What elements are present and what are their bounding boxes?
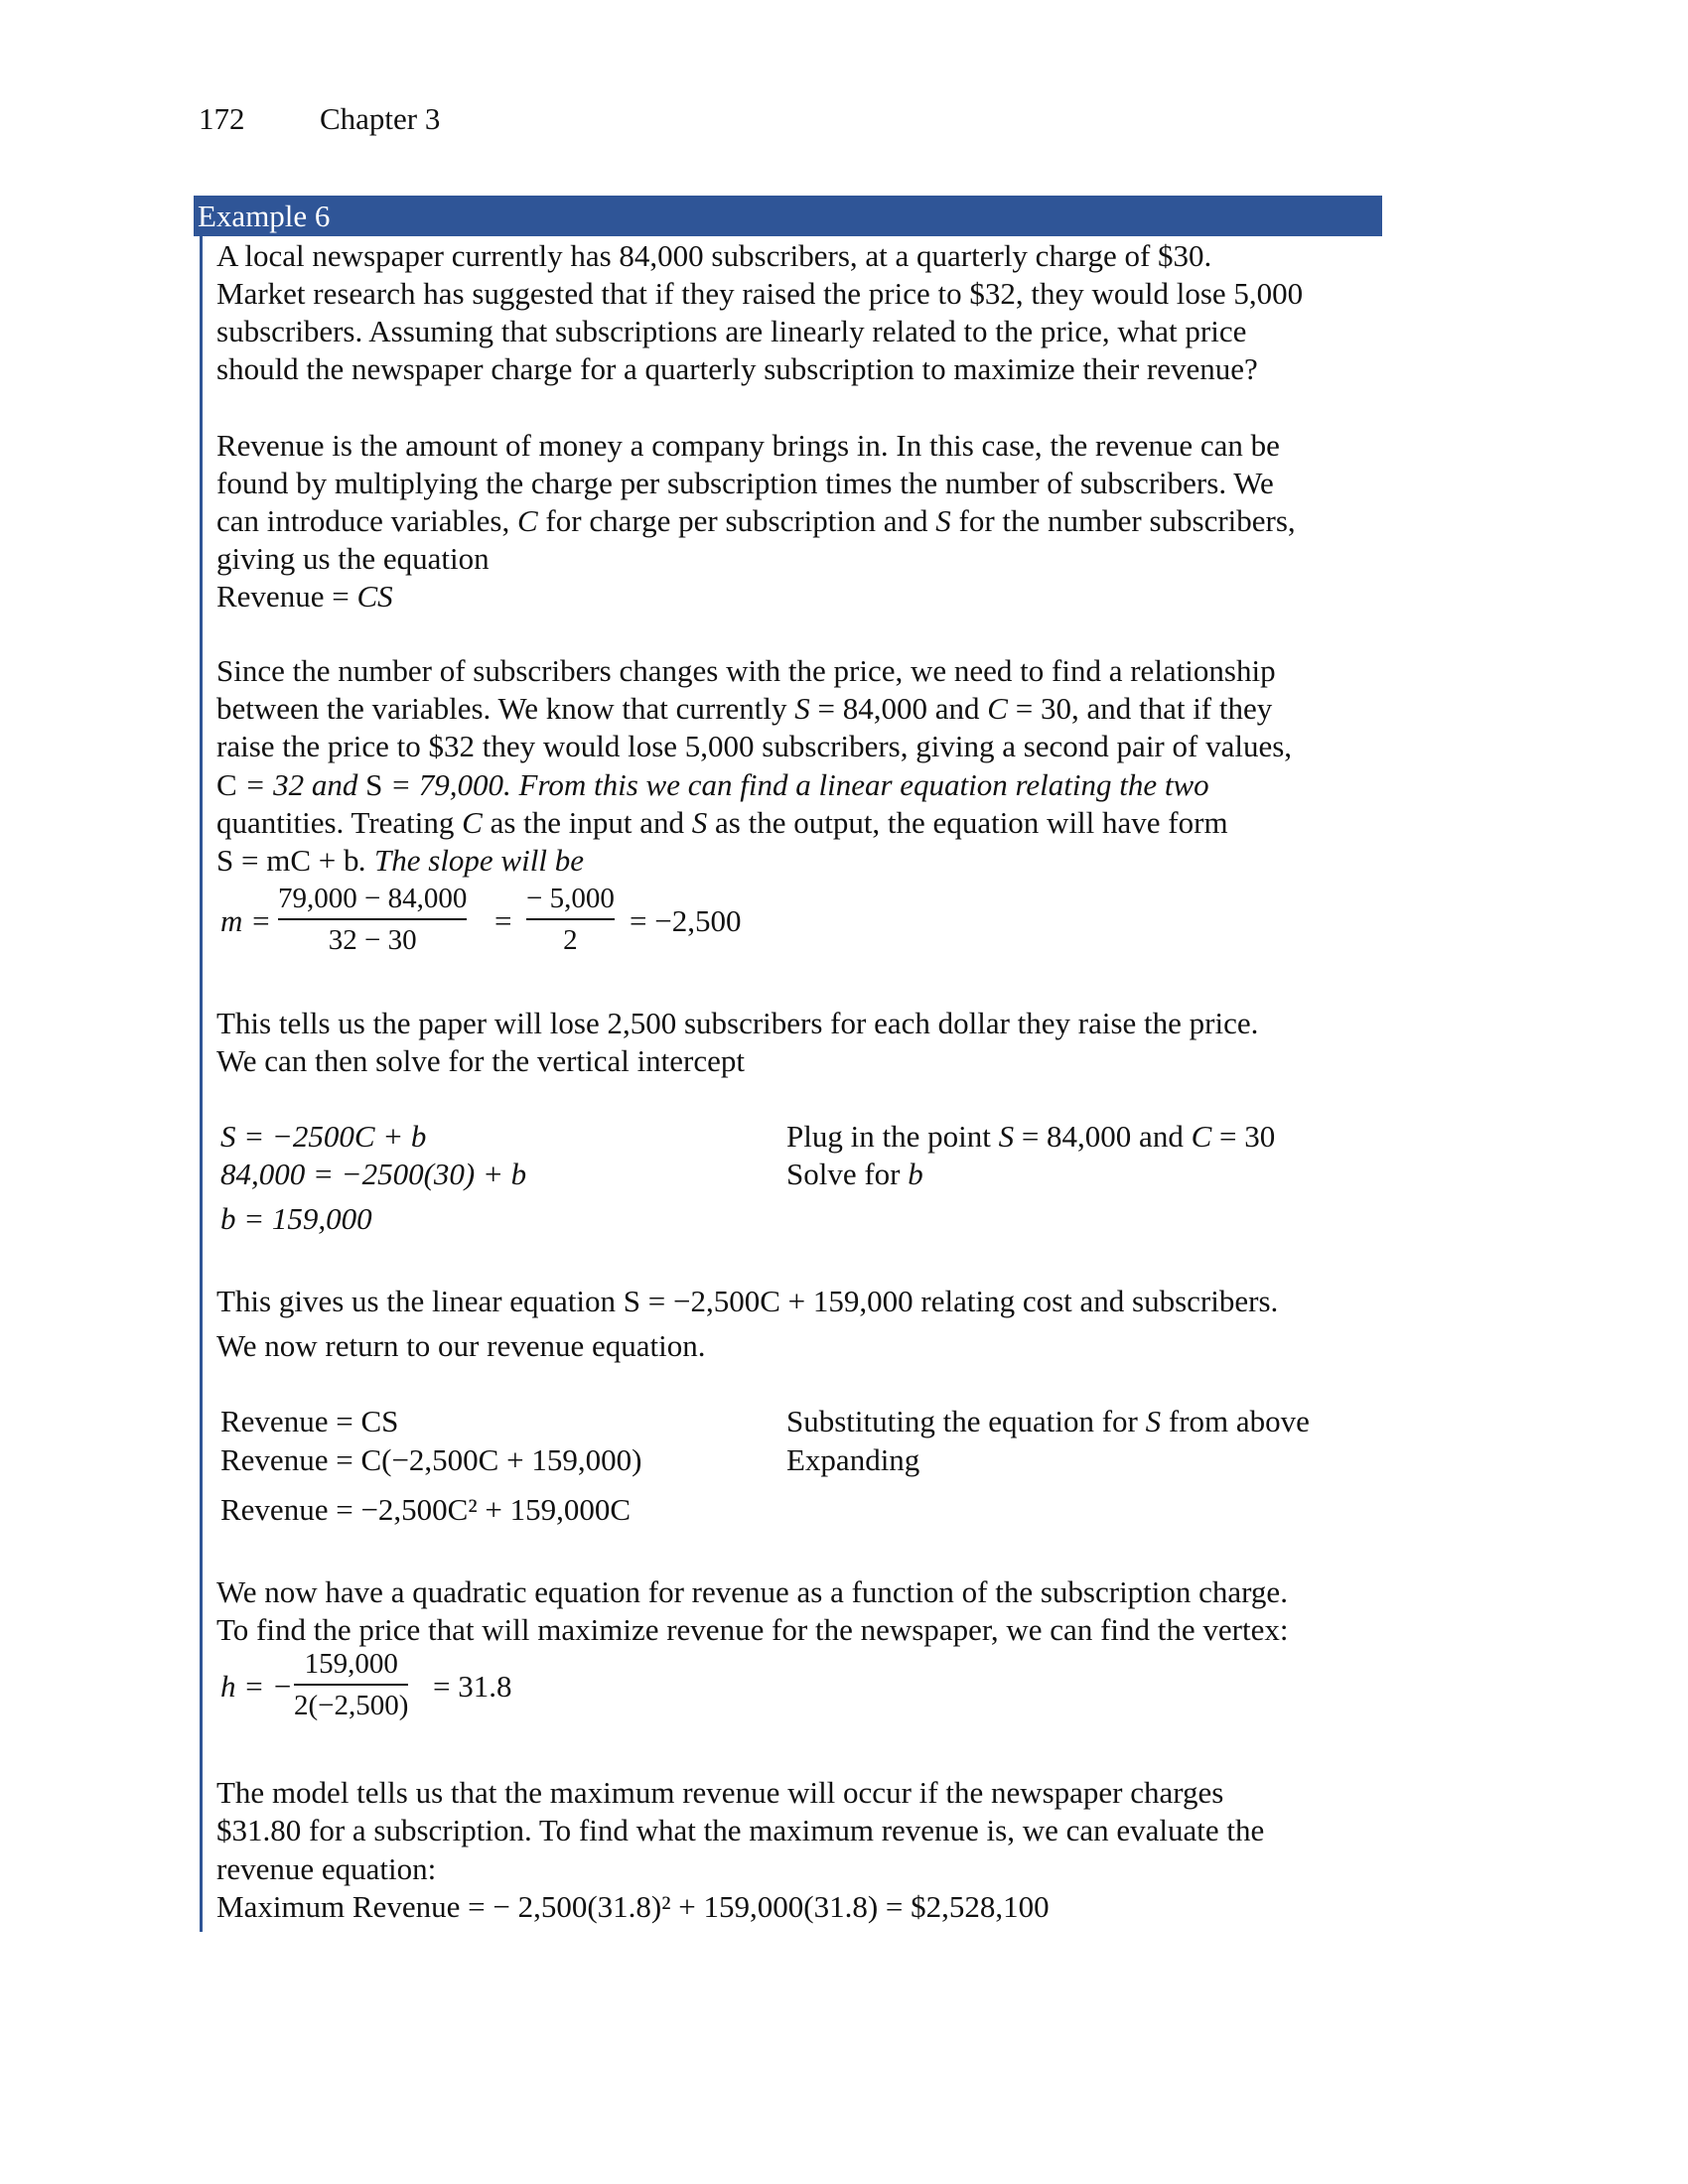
- text-segment: Solve for: [786, 1157, 909, 1191]
- example-title-banner: Example 6: [194, 196, 1382, 236]
- text-line: [786, 1403, 1310, 1440]
- math-variable: C: [1191, 1119, 1212, 1154]
- math-variable: C: [462, 804, 483, 840]
- text-line: giving us the equation: [216, 541, 490, 576]
- text-line: 84,000 = −2500(30) + b: [220, 1157, 527, 1191]
- text-segment: S = mC + b: [216, 843, 359, 878]
- denominator: 2: [563, 923, 578, 956]
- example-left-border: [200, 236, 203, 1932]
- numerator: 79,000 − 84,000: [278, 883, 468, 914]
- text-segment: = 30: [1211, 1119, 1276, 1154]
- fraction-bar: [526, 918, 615, 920]
- text-line: [216, 766, 1209, 804]
- text-line: revenue equation:: [216, 1850, 437, 1886]
- math-variable: S: [691, 804, 708, 840]
- text-segment: = 30, and that if they: [1007, 691, 1273, 727]
- text-line: We can then solve for the vertical intercept: [216, 1043, 746, 1078]
- text-segment: for the number subscribers,: [950, 503, 1296, 538]
- denominator: 2(−2,500): [294, 1689, 409, 1721]
- text-segment: between the variables. We know that currently: [216, 691, 795, 727]
- text-segment: = 84,000 and: [809, 691, 988, 727]
- text-line: Revenue is the amount of money a company brings in. In this case, the revenue can be: [216, 428, 1280, 463]
- text-segment: C: [216, 766, 237, 802]
- text-segment: Revenue =: [216, 579, 357, 614]
- numerator: − 5,000: [526, 883, 615, 914]
- text-line: [786, 1156, 923, 1193]
- chapter-title: Chapter 3: [320, 101, 441, 136]
- math-variable: S: [1145, 1404, 1162, 1438]
- text-line: A local newspaper currently has 84,000 subscribers, at a quarterly charge of $30.: [216, 238, 1212, 273]
- text-segment: = 84,000 and: [1014, 1119, 1192, 1154]
- slope-result: = −2,500: [630, 903, 742, 938]
- text-line: raise the price to $32 they would lose 5,000 subscribers, giving a second pair of values,: [216, 729, 1293, 764]
- text-line: $31.80 for a subscription. To find what the maximum revenue is, we can evaluate the: [216, 1813, 1265, 1848]
- math-variable: = 32 and: [236, 766, 366, 802]
- text-line: Revenue = CS: [220, 1404, 399, 1438]
- text-line: We now have a quadratic equation for revenue as a function of the subscription charge.: [216, 1574, 1288, 1609]
- text-line: [216, 804, 1228, 842]
- denominator: 32 − 30: [328, 923, 417, 956]
- text-line: We now return to our revenue equation.: [216, 1328, 706, 1363]
- text-line: found by multiplying the charge per subscription times the number of subscribers. We: [216, 466, 1274, 500]
- text-line: [786, 1441, 919, 1479]
- text-segment: can introduce variables,: [216, 503, 517, 538]
- text-line: Market research has suggested that if they raised the price to $32, they would lose 5,000: [216, 276, 1304, 311]
- text-segment: as the output, the equation will have form: [707, 804, 1228, 840]
- text-segment: quantities. Treating: [216, 804, 463, 840]
- text-line: [786, 1118, 1275, 1156]
- text-line: [216, 502, 1296, 540]
- text-segment: from above: [1161, 1404, 1310, 1438]
- math-variable: S: [998, 1119, 1015, 1154]
- math-variable: C: [516, 503, 538, 538]
- math-variable: . The slope will be: [358, 843, 584, 878]
- text-line: should the newspaper charge for a quarterly subscription to maximize their revenue?: [216, 351, 1258, 386]
- text-line: Since the number of subscribers changes with the price, we need to find a relationship: [216, 653, 1276, 688]
- page-number: 172: [199, 101, 245, 136]
- math-variable: C: [987, 691, 1008, 727]
- text-segment: for charge per subscription and: [537, 503, 936, 538]
- text-line: Revenue = C(−2,500C + 159,000): [220, 1442, 642, 1477]
- text-segment: Substituting the equation for: [786, 1404, 1146, 1438]
- fraction: [278, 882, 467, 957]
- text-line: Revenue = −2,500C² + 159,000C: [220, 1492, 632, 1527]
- vertex-fraction: [294, 1647, 408, 1722]
- math-variable: S: [935, 503, 951, 538]
- text-line: [216, 842, 584, 880]
- vertex-lhs: h = −: [220, 1669, 293, 1704]
- text-line: [216, 578, 393, 615]
- slope-lhs: m =: [220, 903, 272, 938]
- math-variable: S: [794, 691, 810, 727]
- text-line: The model tells us that the maximum revenue will occur if the newspaper charges: [216, 1775, 1224, 1810]
- text-line: S = −2500C + b: [220, 1119, 427, 1154]
- text-line: [216, 690, 1272, 728]
- text-segment: as the input and: [482, 804, 692, 840]
- numerator: 159,000: [304, 1648, 398, 1680]
- text-line: To find the price that will maximize revenue for the newspaper, we can find the vertex:: [216, 1612, 1289, 1647]
- text-line: subscribers. Assuming that subscriptions are linearly related to the price, what price: [216, 314, 1247, 348]
- text-segment: Expanding: [786, 1442, 920, 1477]
- equals: =: [494, 903, 512, 938]
- text-segment: S: [365, 766, 383, 802]
- vertex-result: = 31.8: [433, 1669, 512, 1704]
- text-line: This tells us the paper will lose 2,500 subscribers for each dollar they raise the price.: [216, 1006, 1259, 1040]
- text-line: b = 159,000: [220, 1201, 372, 1236]
- text-segment: Plug in the point: [786, 1119, 999, 1154]
- fraction: [526, 882, 615, 957]
- text-line: This gives us the linear equation S = −2,500C + 159,000 relating cost and subscribers.: [216, 1284, 1279, 1318]
- fraction-bar: [294, 1684, 408, 1686]
- math-variable: CS: [356, 579, 393, 614]
- math-variable: = 79,000. From this we can find a linear equation relating the two: [382, 766, 1209, 802]
- math-variable: b: [908, 1157, 923, 1191]
- fraction-bar: [278, 918, 467, 920]
- text-line: Maximum Revenue = − 2,500(31.8)² + 159,000(31.8) = $2,528,100: [216, 1888, 1050, 1924]
